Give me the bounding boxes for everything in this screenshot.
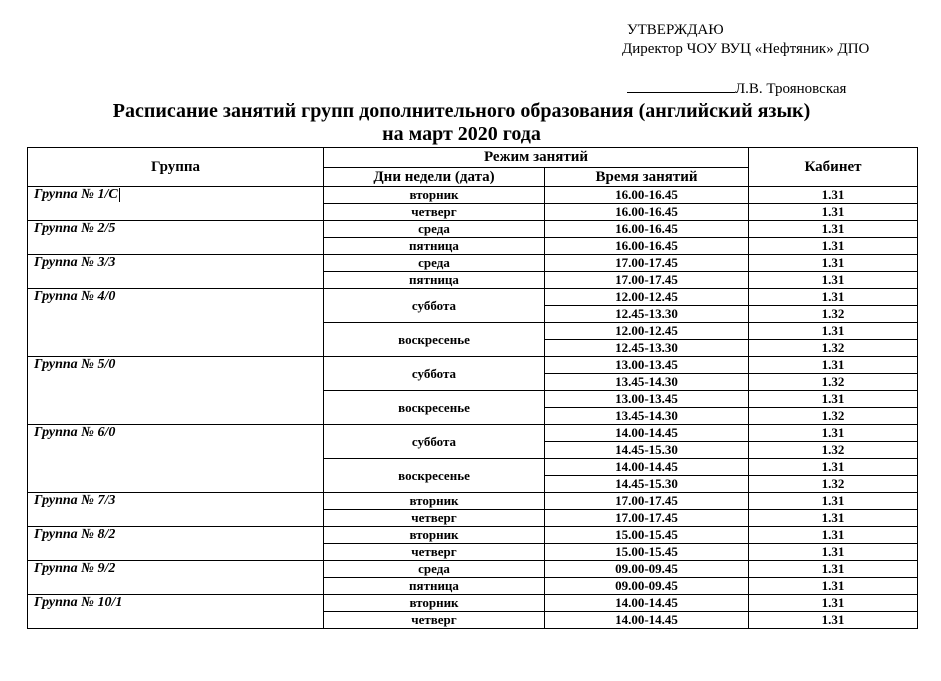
room-cell: 1.31 [749,391,918,408]
time-cell: 14.45-15.30 [545,442,749,459]
room-cell: 1.31 [749,289,918,306]
schedule-table [27,147,918,629]
header-group: Группа [28,148,324,187]
group-name: Группа № 3/3 [34,255,116,270]
room-cell: 1.31 [749,357,918,374]
table-row [28,255,918,272]
room-cell: 1.31 [749,527,918,544]
document-title: Расписание занятий групп дополнительного образования (английский язык) [112,100,811,122]
day-cell: четверг [324,544,545,561]
time-cell: 16.00-16.45 [545,238,749,255]
text-cursor [119,188,120,202]
time-cell: 16.00-16.45 [545,204,749,221]
day-cell: суббота [324,425,545,459]
room-cell: 1.32 [749,374,918,391]
time-cell: 17.00-17.45 [545,510,749,527]
room-cell: 1.31 [749,544,918,561]
table-row [28,221,918,238]
day-cell: воскресенье [324,459,545,493]
group-name: Группа № 8/2 [34,527,116,542]
time-cell: 09.00-09.45 [545,561,749,578]
time-cell: 14.45-15.30 [545,476,749,493]
room-cell: 1.32 [749,408,918,425]
group-name-cell [28,425,324,493]
header-mode: Режим занятий [324,148,749,168]
room-cell: 1.32 [749,442,918,459]
room-cell: 1.31 [749,510,918,527]
time-cell: 09.00-09.45 [545,578,749,595]
day-cell: пятница [324,272,545,289]
time-cell: 12.45-13.30 [545,306,749,323]
room-cell: 1.32 [749,306,918,323]
room-cell: 1.31 [749,459,918,476]
day-cell: вторник [324,493,545,510]
time-cell: 15.00-15.45 [545,527,749,544]
time-cell: 13.45-14.30 [545,374,749,391]
group-name: Группа № 6/0 [34,425,116,440]
room-cell: 1.32 [749,476,918,493]
group-name: Группа № 9/2 [34,561,116,576]
time-cell: 12.00-12.45 [545,289,749,306]
room-cell: 1.31 [749,612,918,629]
time-cell: 15.00-15.45 [545,544,749,561]
time-cell: 12.00-12.45 [545,323,749,340]
room-cell: 1.31 [749,221,918,238]
day-cell: пятница [324,578,545,595]
group-name: Группа № 4/0 [34,289,116,304]
room-cell: 1.31 [749,255,918,272]
group-name: Группа № 7/3 [34,493,116,508]
approval-signature [627,80,846,98]
time-cell: 14.00-14.45 [545,595,749,612]
day-cell: суббота [324,289,545,323]
room-cell: 1.31 [749,578,918,595]
day-cell: среда [324,561,545,578]
table-row [28,493,918,510]
day-cell: воскресенье [324,323,545,357]
table-row [28,357,918,374]
group-name-cell [28,289,324,357]
table-row [28,425,918,442]
group-name-cell [28,595,324,629]
room-cell: 1.31 [749,204,918,221]
room-cell: 1.31 [749,493,918,510]
table-row [28,187,918,204]
room-cell: 1.31 [749,323,918,340]
table-row [28,595,918,612]
time-cell: 14.00-14.45 [545,425,749,442]
time-cell: 13.45-14.30 [545,408,749,425]
group-name-cell [28,493,324,527]
document-subtitle: на март 2020 года [382,123,541,145]
header-room: Кабинет [749,148,918,187]
room-cell: 1.31 [749,238,918,255]
room-cell: 1.31 [749,187,918,204]
day-cell: вторник [324,527,545,544]
table-row [28,289,918,306]
time-cell: 13.00-13.45 [545,391,749,408]
time-cell: 17.00-17.45 [545,493,749,510]
group-name: Группа № 5/0 [34,357,116,372]
room-cell: 1.31 [749,561,918,578]
room-cell: 1.32 [749,340,918,357]
time-cell: 14.00-14.45 [545,459,749,476]
room-cell: 1.31 [749,425,918,442]
group-name: Группа № 10/1 [34,595,123,610]
day-cell: четверг [324,204,545,221]
time-cell: 13.00-13.45 [545,357,749,374]
group-name: Группа № 1/С [34,187,118,202]
time-cell: 16.00-16.45 [545,221,749,238]
signatory-name: Л.В. Трояновская [735,81,847,97]
group-name-cell [28,561,324,595]
day-cell: пятница [324,238,545,255]
schedule-body [28,187,918,629]
day-cell: среда [324,255,545,272]
group-name-cell [28,357,324,425]
approval-heading: УТВЕРЖДАЮ [627,22,724,38]
signature-line [627,80,735,93]
header-row [28,148,918,168]
group-name-cell [28,255,324,289]
day-cell: суббота [324,357,545,391]
day-cell: воскресенье [324,391,545,425]
header-days: Дни недели (дата) [324,168,545,187]
approval-position: Директор ЧОУ ВУЦ «Нефтяник» ДПО [622,41,870,57]
time-cell: 17.00-17.45 [545,255,749,272]
group-name-cell [28,187,324,221]
day-cell: вторник [324,187,545,204]
time-cell: 12.45-13.30 [545,340,749,357]
group-name-cell [28,221,324,255]
day-cell: четверг [324,510,545,527]
time-cell: 16.00-16.45 [545,187,749,204]
room-cell: 1.31 [749,595,918,612]
room-cell: 1.31 [749,272,918,289]
day-cell: вторник [324,595,545,612]
time-cell: 14.00-14.45 [545,612,749,629]
table-row [28,527,918,544]
header-time: Время занятий [545,168,749,187]
group-name-cell [28,527,324,561]
time-cell: 17.00-17.45 [545,272,749,289]
day-cell: среда [324,221,545,238]
table-row [28,561,918,578]
group-name: Группа № 2/5 [34,221,116,236]
day-cell: четверг [324,612,545,629]
